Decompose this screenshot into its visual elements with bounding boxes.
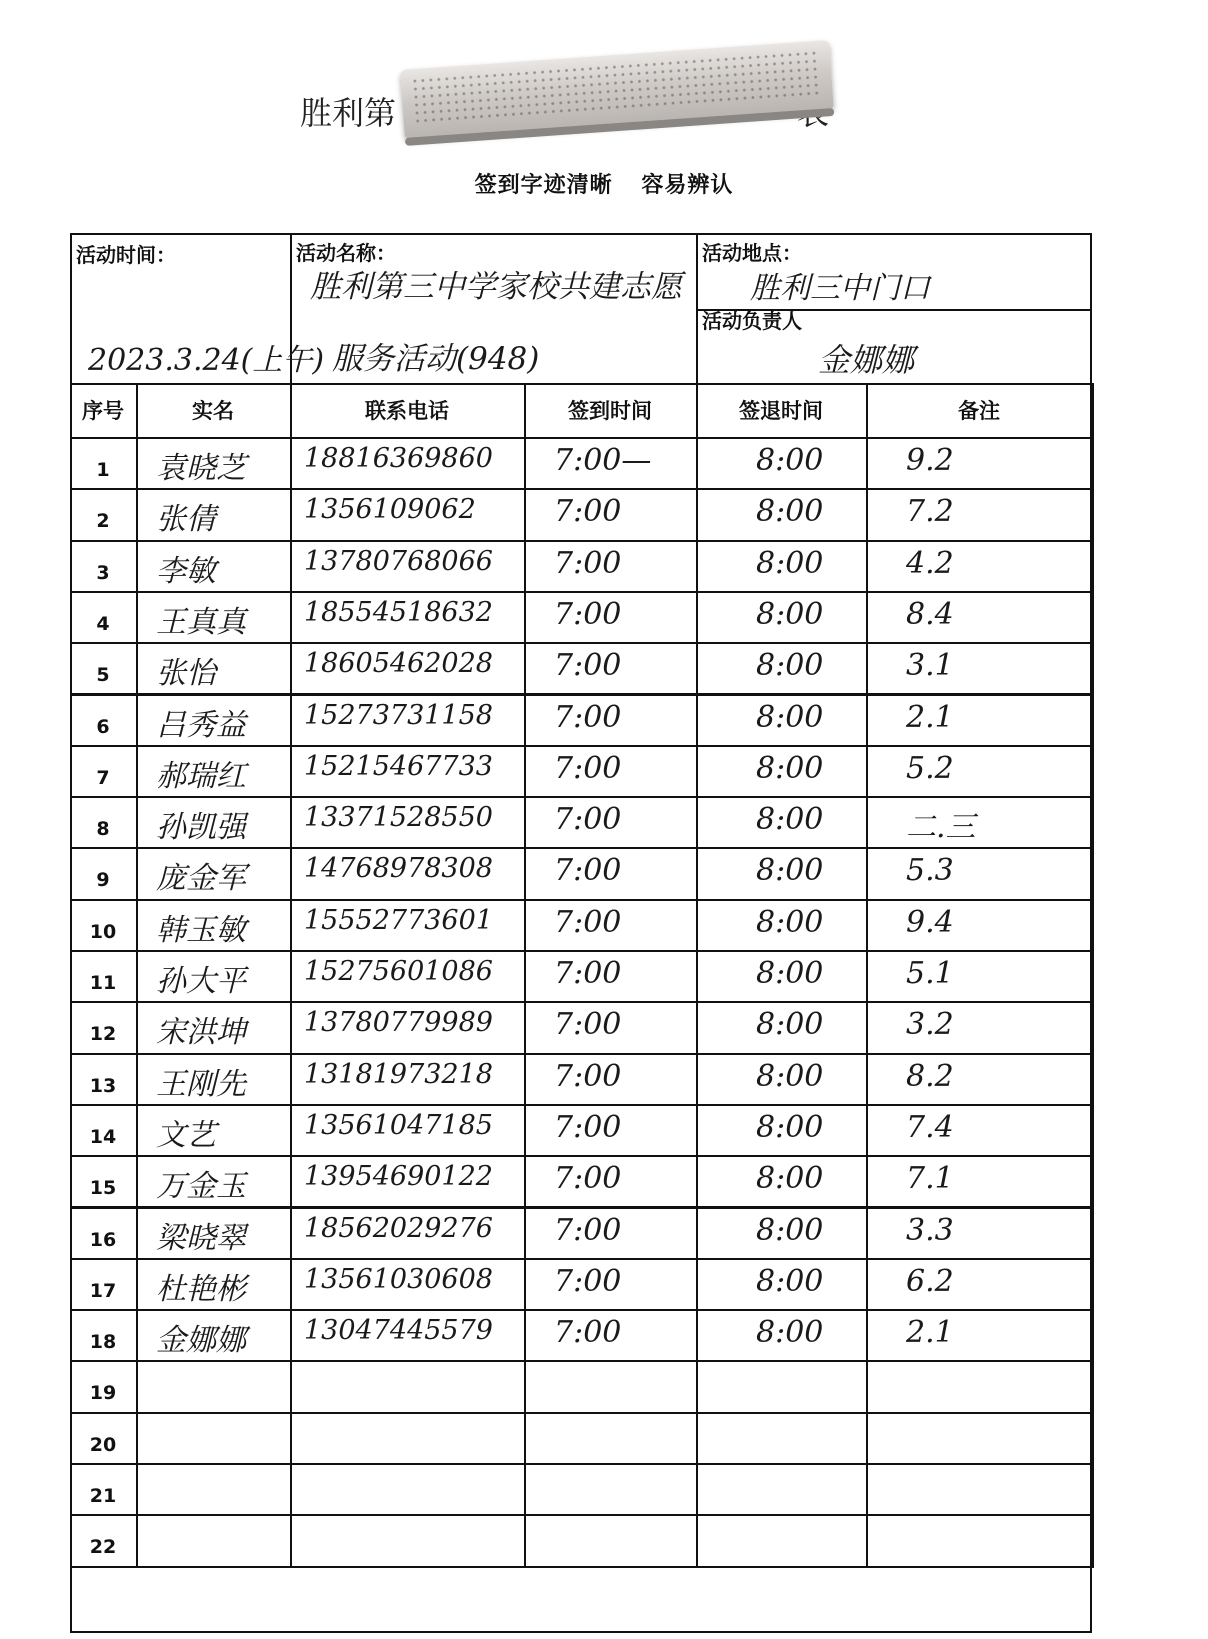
row-phone: 14768978308 [304,853,493,885]
leader-value: 金娜娜 [818,341,915,379]
row-out: 8:00 [756,956,824,991]
row-out: 8:00 [756,443,824,478]
table-cell [866,1463,1094,1516]
activity-name-line1: 胜利第三中学家校共建志愿 [310,269,682,305]
table-cell [696,1360,868,1413]
row-phone: 18605462028 [304,648,493,680]
row-out: 8:00 [756,1109,824,1145]
table-cell [136,1360,292,1413]
row-out: 8:00 [756,596,824,632]
row-out: 8:00 [756,494,824,530]
table-cell [866,745,1094,798]
col-serial-header: 序号 [82,399,124,423]
row-number: 21 [89,1485,117,1507]
row-name: 张倩 [156,502,216,538]
table-cell [866,1309,1094,1362]
table-cell [866,1104,1094,1157]
row-name: 袁晓芝 [156,451,246,486]
table-cell [866,796,1094,849]
row-in: 7:00 [554,648,622,684]
table-cell [866,437,1094,490]
row-name: 王真真 [156,604,246,640]
table-cell [524,1360,698,1413]
table-cell [136,1514,292,1567]
table-cell [290,1360,526,1413]
row-name: 孙大平 [156,964,246,999]
row-note: 二.三 [906,810,976,846]
table-cell [524,1412,698,1465]
col-name-header: 实名 [192,399,234,423]
row-note: 2.1 [906,1315,954,1351]
row-number: 6 [96,715,110,738]
row-in: 7:00 [554,1058,622,1094]
row-in: 7:00 [554,802,622,838]
row-name: 杜艳彬 [156,1271,246,1307]
row-name: 吕秀益 [156,707,246,743]
leader-label: 活动负责人 [702,309,802,333]
row-note: 5.2 [906,750,954,786]
row-name: 万金玉 [156,1169,246,1205]
row-out: 8:00 [756,750,824,786]
row-name: 王刚先 [156,1066,246,1102]
row-phone: 13561047185 [304,1109,493,1141]
row-number: 10 [89,920,117,943]
row-note: 6.2 [906,1263,954,1299]
col-checkin-header: 签到时间 [568,399,652,423]
row-number: 18 [89,1331,117,1354]
table-cell [696,1412,868,1465]
table-cell [866,899,1094,952]
row-name: 郝瑞红 [156,758,246,794]
row-name: 庞金军 [156,861,246,897]
table-cell [290,1514,526,1567]
row-out: 8:00 [756,802,824,838]
row-in: 7:00 [554,699,622,735]
table-cell [524,1463,698,1516]
row-note: 3.3 [906,1212,954,1248]
row-in: 7:00 [554,1007,622,1043]
row-number: 13 [89,1074,117,1097]
row-note: 7.1 [906,1161,954,1197]
row-out: 8:00 [756,853,824,889]
table-cell [866,642,1094,695]
row-number: 12 [89,1023,117,1046]
row-phone: 15275601086 [304,956,493,987]
row-number: 15 [89,1177,117,1200]
row-number: 14 [89,1125,117,1148]
row-number: 22 [89,1536,117,1559]
row-phone: 13047445579 [304,1315,493,1347]
row-note: 5.3 [906,853,954,889]
row-name: 李敏 [156,553,216,589]
row-number: 7 [96,766,110,789]
row-number: 5 [96,664,110,687]
row-note: 7.2 [906,494,954,530]
row-number: 4 [96,612,110,635]
row-name: 金娜娜 [156,1323,246,1359]
place-label: 活动地点： [702,241,802,265]
row-in: 7:00 [554,956,622,991]
row-in: 7:00 [554,1263,622,1299]
row-in: 7:00 [554,853,622,889]
table-cell [136,1412,292,1465]
row-name: 宋洪坤 [156,1015,246,1051]
row-name: 张怡 [156,656,216,692]
row-out: 8:00 [756,1161,824,1197]
table-cell [866,1412,1094,1465]
row-out: 8:00 [756,1007,824,1043]
table-cell [866,847,1094,900]
table-cell [866,1207,1094,1260]
table-cell [290,1463,526,1516]
row-number: 17 [89,1279,117,1302]
clip-rod [405,108,835,146]
row-number: 1 [96,459,110,481]
row-phone: 13780779989 [304,1007,493,1039]
title-left-text: 胜利第 [300,94,397,132]
signin-sheet [70,233,1092,1633]
table-cell [866,591,1094,644]
row-name: 文艺 [156,1117,216,1153]
table-cell [524,1514,698,1567]
row-note: 9.2 [906,443,954,478]
row-number: 16 [89,1228,117,1251]
table-cell [866,950,1094,1003]
subtitle-part1: 签到字迹清晰 [474,173,613,198]
row-note: 9.4 [906,904,954,940]
row-phone: 18816369860 [304,443,493,474]
row-phone: 15273731158 [304,699,493,731]
row-name: 韩玉敏 [156,912,246,948]
table-cell [866,1155,1094,1208]
row-in: 7:00 [554,596,622,632]
row-out: 8:00 [756,1212,824,1248]
place-value: 胜利三中门口 [750,271,930,306]
row-name: 梁晓翠 [156,1220,246,1256]
row-phone: 1356109062 [304,494,476,526]
row-phone: 15552773601 [304,904,493,936]
row-in: 7:00 [554,1161,622,1197]
table-cell [866,1514,1094,1567]
time-value: 2023.3.24(上午) [88,343,325,378]
metal-clip-icon [400,40,834,140]
table-cell [866,1001,1094,1054]
table-cell [866,540,1094,593]
row-out: 8:00 [756,545,824,581]
row-out: 8:00 [756,1058,824,1094]
row-phone: 13954690122 [304,1161,493,1193]
row-note: 3.2 [906,1007,954,1043]
table-cell [696,1463,868,1516]
row-note: 7.4 [906,1109,954,1145]
row-phone: 13371528550 [304,802,493,834]
col-note-header: 备注 [958,399,1000,423]
row-number: 2 [96,510,110,533]
row-note: 4.2 [906,545,954,581]
row-phone: 18554518632 [304,596,493,628]
activity-name-line2: 服务活动(948) [332,341,540,377]
row-name: 孙凯强 [156,810,246,846]
table-cell [136,1463,292,1516]
table-cell [696,1514,868,1567]
row-note: 8.4 [906,596,954,632]
row-in: 7:00 [554,750,622,786]
row-in: 7:00 [554,1109,622,1145]
row-note: 2.1 [906,699,954,735]
time-label: 活动时间： [76,243,176,267]
row-number: 8 [96,818,110,841]
table-cell [866,1258,1094,1311]
row-out: 8:00 [756,648,824,684]
row-out: 8:00 [756,904,824,940]
row-note: 8.2 [906,1058,954,1094]
subtitle [0,168,1208,199]
row-phone: 13181973218 [304,1058,493,1090]
row-number: 20 [89,1433,117,1456]
row-phone: 13561030608 [304,1263,493,1295]
table-cell [866,488,1094,541]
row-out: 8:00 [756,699,824,735]
row-number: 9 [96,869,110,892]
row-in: 7:00 [554,1212,622,1248]
table-cell [866,694,1094,747]
subtitle-part2: 容易辨认 [641,173,734,198]
row-note: 3.1 [906,648,954,684]
table-cell [290,1412,526,1465]
row-phone: 18562029276 [304,1212,493,1244]
row-note: 5.1 [906,956,954,991]
table-cell [866,1053,1094,1106]
row-number: 3 [96,561,110,584]
row-number: 19 [89,1382,117,1405]
row-phone: 13780768066 [304,545,493,577]
row-out: 8:00 [756,1315,824,1351]
row-in: 7:00 [554,904,622,940]
row-phone: 15215467733 [304,750,493,782]
row-in: 7:00— [554,443,652,478]
row-number: 11 [89,972,117,994]
col-checkout-header: 签退时间 [739,399,823,423]
col-phone-header: 联系电话 [365,399,449,423]
table-cell [866,1360,1094,1413]
row-in: 7:00 [554,1315,622,1351]
row-in: 7:00 [554,494,622,530]
row-in: 7:00 [554,545,622,581]
row-out: 8:00 [756,1263,824,1299]
activity-name-label: 活动名称： [296,241,396,265]
